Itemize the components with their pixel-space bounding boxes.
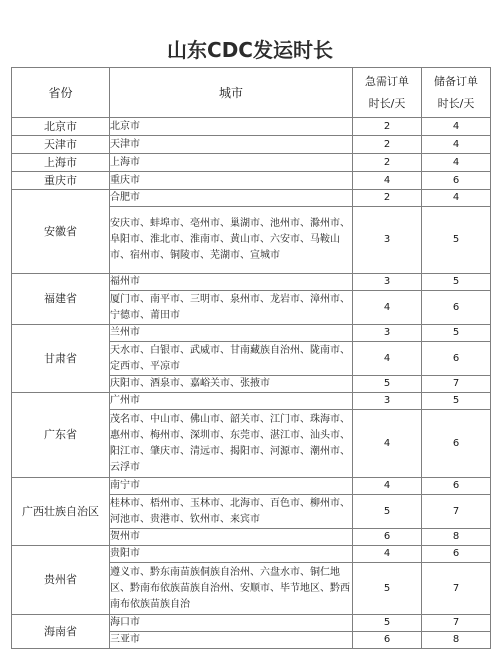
urgent-days-cell: 5 bbox=[353, 495, 422, 529]
header-reserve-unit: 时长/天 bbox=[437, 96, 475, 110]
header-urgent bbox=[353, 68, 422, 118]
city-cell: 厦门市、南平市、三明市、泉州市、龙岩市、漳州市、宁德市、莆田市 bbox=[110, 291, 353, 325]
header-urgent-unit: 时长/天 bbox=[368, 96, 406, 110]
table-row bbox=[12, 546, 491, 563]
urgent-days-cell: 4 bbox=[353, 410, 422, 478]
urgent-days-cell: 4 bbox=[353, 546, 422, 563]
reserve-days-cell: 6 bbox=[422, 342, 491, 376]
province-cell: 福建省 bbox=[12, 274, 110, 325]
urgent-days-cell: 3 bbox=[353, 274, 422, 291]
table-row bbox=[12, 154, 491, 172]
header-reserve bbox=[422, 68, 491, 118]
city-cell: 庆阳市、酒泉市、嘉峪关市、张掖市 bbox=[110, 376, 353, 393]
province-cell: 重庆市 bbox=[12, 172, 110, 190]
reserve-days-cell: 7 bbox=[422, 495, 491, 529]
table-row bbox=[12, 478, 491, 495]
city-cell: 重庆市 bbox=[110, 172, 353, 190]
urgent-days-cell: 5 bbox=[353, 563, 422, 615]
city-cell: 北京市 bbox=[110, 118, 353, 136]
reserve-days-cell: 6 bbox=[422, 291, 491, 325]
province-cell: 北京市 bbox=[12, 118, 110, 136]
province-cell: 贵州省 bbox=[12, 546, 110, 615]
province-cell: 甘肃省 bbox=[12, 325, 110, 393]
reserve-days-cell: 8 bbox=[422, 529, 491, 546]
city-cell: 福州市 bbox=[110, 274, 353, 291]
reserve-days-cell: 6 bbox=[422, 172, 491, 190]
table-row bbox=[12, 615, 491, 632]
urgent-days-cell: 6 bbox=[353, 529, 422, 546]
urgent-days-cell: 4 bbox=[353, 478, 422, 495]
province-cell: 天津市 bbox=[12, 136, 110, 154]
province-cell: 安徽省 bbox=[12, 190, 110, 274]
city-cell: 茂名市、中山市、佛山市、韶关市、江门市、珠海市、惠州市、梅州市、深圳市、东莞市、湛江市、汕头市、阳江市、肇庆市、清远市、揭阳市、河源市、潮州市、云浮市 bbox=[110, 410, 353, 478]
urgent-days-cell: 3 bbox=[353, 207, 422, 274]
table-row bbox=[12, 393, 491, 410]
header-province: 省份 bbox=[12, 68, 110, 118]
urgent-days-cell: 2 bbox=[353, 190, 422, 207]
city-cell: 合肥市 bbox=[110, 190, 353, 207]
city-cell: 三亚市 bbox=[110, 632, 353, 649]
urgent-days-cell: 2 bbox=[353, 118, 422, 136]
header-urgent-title: 急需订单 bbox=[365, 74, 409, 88]
province-cell: 海南省 bbox=[12, 615, 110, 649]
reserve-days-cell: 6 bbox=[422, 546, 491, 563]
table-header-row bbox=[12, 68, 491, 118]
city-cell: 桂林市、梧州市、玉林市、北海市、百色市、柳州市、河池市、贵港市、钦州市、来宾市 bbox=[110, 495, 353, 529]
city-cell: 广州市 bbox=[110, 393, 353, 410]
urgent-days-cell: 5 bbox=[353, 615, 422, 632]
reserve-days-cell: 5 bbox=[422, 274, 491, 291]
reserve-days-cell: 4 bbox=[422, 136, 491, 154]
province-cell: 广西壮族自治区 bbox=[12, 478, 110, 546]
city-cell: 贵阳市 bbox=[110, 546, 353, 563]
urgent-days-cell: 2 bbox=[353, 154, 422, 172]
reserve-days-cell: 8 bbox=[422, 632, 491, 649]
reserve-days-cell: 7 bbox=[422, 376, 491, 393]
city-cell: 贺州市 bbox=[110, 529, 353, 546]
urgent-days-cell: 6 bbox=[353, 632, 422, 649]
city-cell: 上海市 bbox=[110, 154, 353, 172]
urgent-days-cell: 4 bbox=[353, 342, 422, 376]
urgent-days-cell: 3 bbox=[353, 393, 422, 410]
province-cell: 广东省 bbox=[12, 393, 110, 478]
table-row bbox=[12, 118, 491, 136]
urgent-days-cell: 4 bbox=[353, 172, 422, 190]
province-cell: 上海市 bbox=[12, 154, 110, 172]
urgent-days-cell: 5 bbox=[353, 376, 422, 393]
reserve-days-cell: 6 bbox=[422, 478, 491, 495]
city-cell: 天津市 bbox=[110, 136, 353, 154]
urgent-days-cell: 4 bbox=[353, 291, 422, 325]
city-cell: 南宁市 bbox=[110, 478, 353, 495]
reserve-days-cell: 5 bbox=[422, 325, 491, 342]
reserve-days-cell: 5 bbox=[422, 393, 491, 410]
header-reserve-title: 储备订单 bbox=[434, 74, 478, 88]
reserve-days-cell: 4 bbox=[422, 154, 491, 172]
reserve-days-cell: 5 bbox=[422, 207, 491, 274]
urgent-days-cell: 2 bbox=[353, 136, 422, 154]
table-row bbox=[12, 190, 491, 207]
city-cell: 海口市 bbox=[110, 615, 353, 632]
table-row bbox=[12, 172, 491, 190]
city-cell: 遵义市、黔东南苗族侗族自治州、六盘水市、铜仁地区、黔南布依族苗族自治州、安顺市、毕节地区、黔西南布依族苗族自治 bbox=[110, 563, 353, 615]
table-row bbox=[12, 136, 491, 154]
table-row bbox=[12, 274, 491, 291]
city-cell: 兰州市 bbox=[110, 325, 353, 342]
reserve-days-cell: 7 bbox=[422, 615, 491, 632]
reserve-days-cell: 7 bbox=[422, 563, 491, 615]
urgent-days-cell: 3 bbox=[353, 325, 422, 342]
header-city: 城市 bbox=[110, 68, 353, 118]
reserve-days-cell: 4 bbox=[422, 190, 491, 207]
shipping-time-table bbox=[11, 67, 491, 649]
table-row bbox=[12, 325, 491, 342]
document-title: 山东CDC发运时长 bbox=[167, 38, 333, 62]
reserve-days-cell: 6 bbox=[422, 410, 491, 478]
reserve-days-cell: 4 bbox=[422, 118, 491, 136]
city-cell: 天水市、白银市、武威市、甘南藏族自治州、陇南市、定西市、平凉市 bbox=[110, 342, 353, 376]
city-cell: 安庆市、蚌埠市、亳州市、巢湖市、池州市、滁州市、阜阳市、淮北市、淮南市、黄山市、六安市、马鞍山市、宿州市、铜陵市、芜湖市、宣城市 bbox=[110, 207, 353, 274]
